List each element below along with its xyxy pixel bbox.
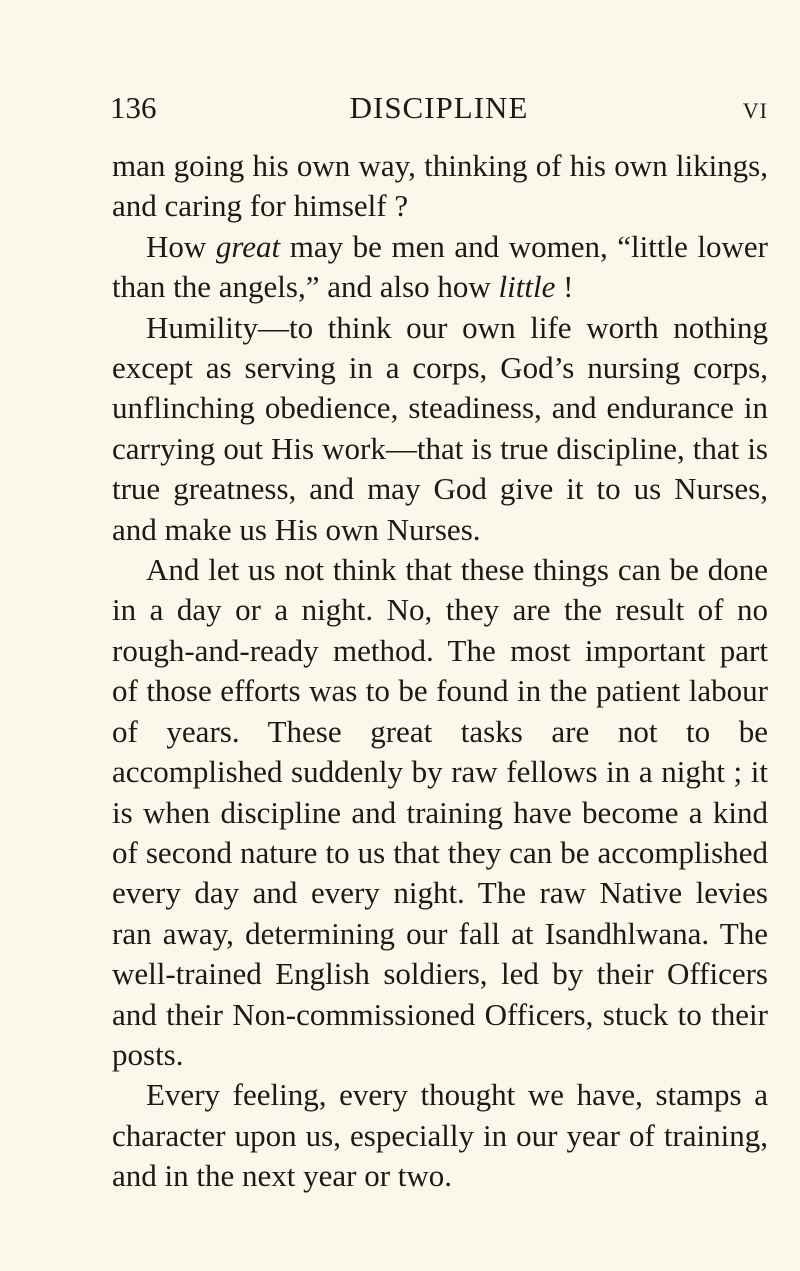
paragraph-text: may be men and women, “little lower than the angels,” and also how <box>112 228 769 305</box>
paragraph-every-feeling: Every feeling, every thought we have, stamps a character upon us, especially in our year of training, and in the next year or two. <box>112 1077 768 1194</box>
page-number: 136 <box>110 90 157 125</box>
page-header <box>110 88 768 128</box>
paragraph-patient-labour: And let us not think that these things can be done in a day or a night. No, they are the result of no rough-and-ready method. The most important part of those efforts was to be found in the patient labour of years. These great tasks are not to be accomplished suddenly by raw fellows in a night ; it is when discipline and training have become a kind of second nature to us that they can be accomplished every day and every night. The raw Native levies ran away, determining our fall at Isandhlwana. The well-trained English soldiers, led by their Officers and their Non-commissioned Officers, stuck to their posts. <box>112 552 768 1072</box>
paragraph-continuation: man going his own way, thinking of his own likings, and caring for himself ? <box>112 148 768 224</box>
paragraph-humility: Humility—to think our own life worth nothing except as serving in a corps, God’s nursing corps, unflinching obedience, steadiness, and endurance in carrying out His work—that is true discipline, that is true greatness, and may God give it to us Nurses, and make us His own Nurses. <box>112 309 768 547</box>
italic-word-little: little <box>498 269 556 305</box>
running-title: DISCIPLINE <box>349 90 529 125</box>
paragraph-text: ! <box>555 269 574 305</box>
paragraph-text: How <box>146 228 216 264</box>
chapter-numeral: VI <box>742 98 768 123</box>
italic-word-great: great <box>215 228 281 264</box>
body-text <box>112 146 768 1197</box>
paragraph-great-little <box>112 227 768 308</box>
